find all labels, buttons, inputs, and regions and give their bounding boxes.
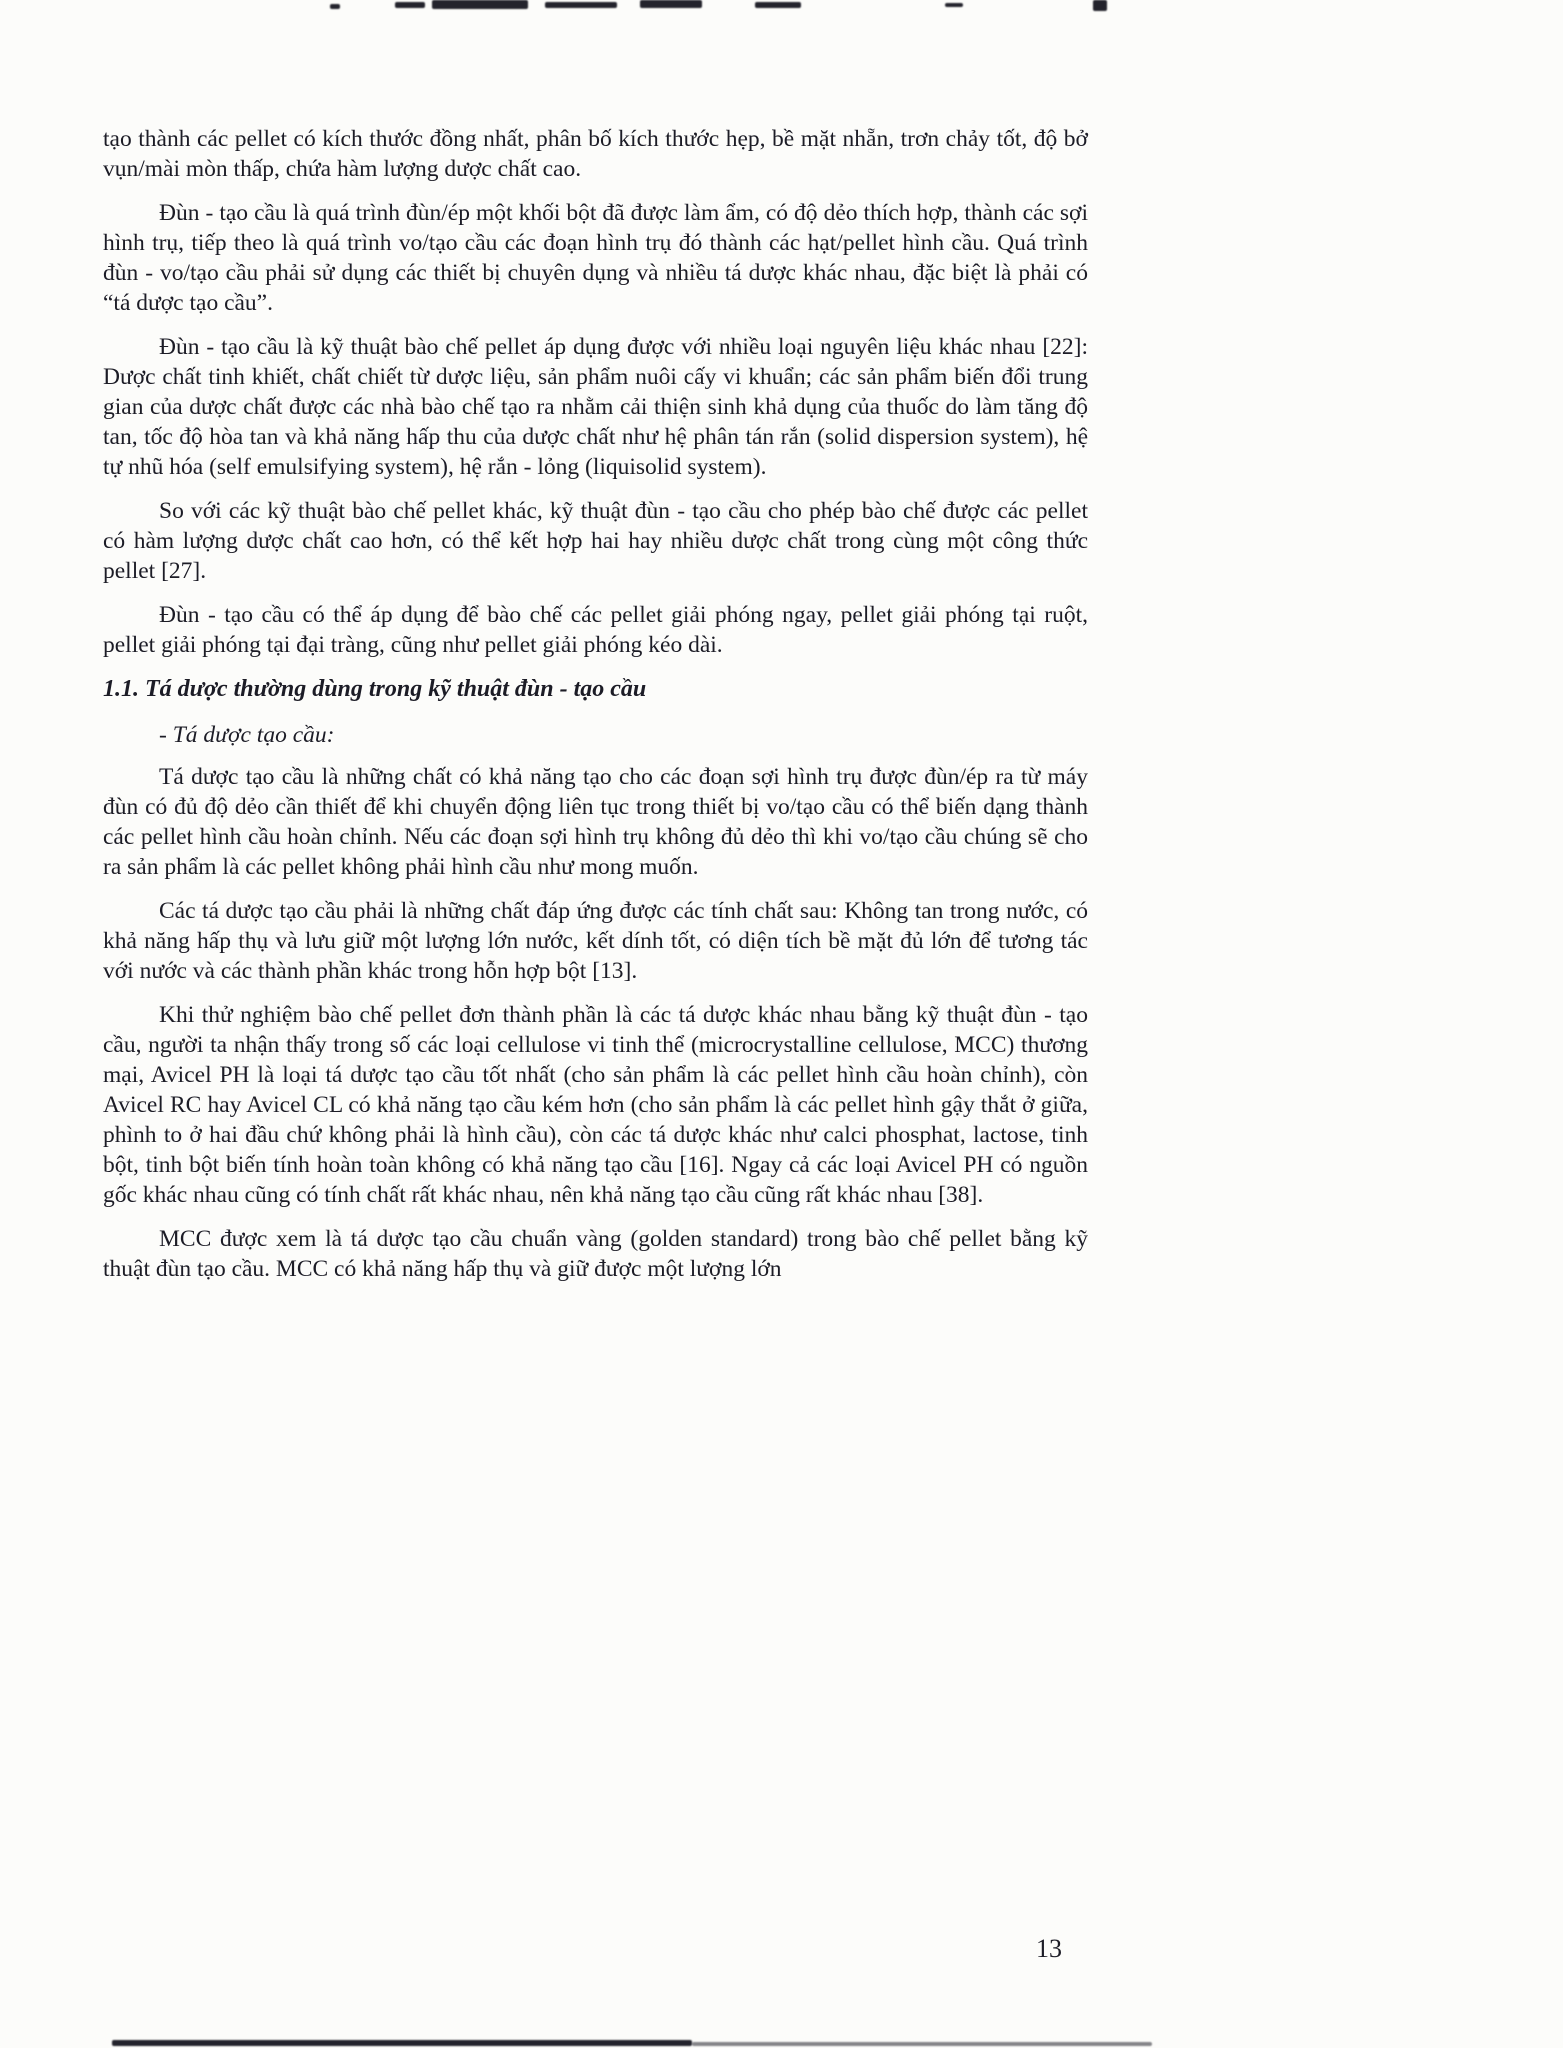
- scan-artifact-top: [755, 2, 801, 8]
- scan-artifact-bottom: [692, 2042, 1152, 2046]
- paragraph-tinh-chat-ta-duoc: Các tá dược tạo cầu phải là những chất đáp ứng được các tính chất sau: Không tan trong nước, có khả năng hấp thụ và lưu giữ một lượng lớn nước, kết dính tốt, có diện tích bề mặt đủ lớn để tương tác với nước và các thành phần khác trong hỗn hợp bột [13].: [103, 898, 1088, 984]
- scan-artifact-top: [945, 3, 963, 7]
- scan-artifact-top: [432, 0, 528, 9]
- section-heading-1-1: 1.1. Tá dược thường dùng trong kỹ thuật đùn - tạo cầu: [103, 676, 647, 702]
- paragraph-mcc-golden-standard: MCC được xem là tá dược tạo cầu chuẩn vàng (golden standard) trong bào chế pellet bằng kỹ thuật đùn tạo cầu. MCC có khả năng hấp thụ và giữ được một lượng lớn: [103, 1226, 1088, 1282]
- scan-artifact-top: [1093, 0, 1107, 11]
- scan-artifact-top: [545, 2, 617, 8]
- paragraph-dun-tao-cau-dinh-nghia: Đùn - tạo cầu là quá trình đùn/ép một khối bột đã được làm ẩm, có độ dẻo thích hợp, thành các sợi hình trụ, tiếp theo là quá trình vo/tạo cầu các đoạn hình trụ đó thành các hạt/pellet hình cầu. Quá trình đùn - vo/tạo cầu phải sử dụng các thiết bị chuyên dụng và nhiều tá dược khác nhau, đặc biệt là phải có “tá dược tạo cầu”.: [103, 200, 1088, 316]
- paragraph-ap-dung: Đùn - tạo cầu có thể áp dụng để bào chế các pellet giải phóng ngay, pellet giải phóng tại ruột, pellet giải phóng tại đại tràng, cũng như pellet giải phóng kéo dài.: [103, 602, 1088, 658]
- paragraph-thu-nghiem-avicel: Khi thử nghiệm bào chế pellet đơn thành phần là các tá dược khác nhau bằng kỹ thuật đùn - tạo cầu, người ta nhận thấy trong số các loại cellulose vi tinh thể (microcrystalline cellulose, MCC) thương mại, Avicel PH là loại tá dược tạo cầu tốt nhất (cho sản phẩm là các pellet hình cầu hoàn chỉnh), còn Avicel RC hay Avicel CL có khả năng tạo cầu kém hơn (cho sản phẩm là các pellet hình gậy thắt ở giữa, phình to ở hai đầu chứ không phải là hình cầu), còn các tá dược khác như calci phosphat, lactose, tinh bột, tinh bột biến tính hoàn toàn không có khả năng tạo cầu [16]. Ngay cả các loại Avicel PH có nguồn gốc khác nhau cũng có tính chất rất khác nhau, nên khả năng tạo cầu cũng rất khác nhau [38].: [103, 1002, 1088, 1208]
- page-body: [103, 124, 1088, 1298]
- paragraph-ta-duoc-tao-cau-dinh-nghia: Tá dược tạo cầu là những chất có khả năng tạo cho các đoạn sợi hình trụ được đùn/ép ra từ máy đùn có đủ độ dẻo cần thiết để khi chuyển động liên tục trong thiết bị vo/tạo cầu có thể biến dạng thành các pellet hình cầu hoàn chỉnh. Nếu các đoạn sợi hình trụ không đủ dẻo thì khi vo/tạo cầu chúng sẽ cho ra sản phẩm là các pellet không phải hình cầu như mong muốn.: [103, 764, 1088, 880]
- list-item-ta-duoc-tao-cau: - Tá dược tạo cầu:: [159, 722, 335, 748]
- paragraph-continuation: tạo thành các pellet có kích thước đồng nhất, phân bố kích thước hẹp, bề mặt nhẵn, trơn chảy tốt, độ bở vụn/mài mòn thấp, chứa hàm lượng dược chất cao.: [103, 126, 1088, 182]
- paragraph-ky-thuat-bao-che: Đùn - tạo cầu là kỹ thuật bào chế pellet áp dụng được với nhiều loại nguyên liệu khác nhau [22]: Dược chất tinh khiết, chất chiết từ dược liệu, sản phẩm nuôi cấy vi khuẩn; các sản phẩm biến đổi trung gian của dược chất được các nhà bào chế tạo ra nhằm cải thiện sinh khả dụng của thuốc do làm tăng độ tan, tốc độ hòa tan và khả năng hấp thu của dược chất như hệ phân tán rắn (solid dispersion system), hệ tự nhũ hóa (self emulsifying system), hệ rắn - lỏng (liquisolid system).: [103, 334, 1088, 480]
- scan-artifact-top: [330, 4, 340, 9]
- scan-artifact-top: [640, 0, 702, 8]
- scan-artifact-bottom: [112, 2040, 692, 2046]
- scan-artifact-top: [395, 2, 425, 8]
- paragraph-so-sanh-ky-thuat: So với các kỹ thuật bào chế pellet khác, kỹ thuật đùn - tạo cầu cho phép bào chế được các pellet có hàm lượng dược chất cao hơn, có thể kết hợp hai hay nhiều dược chất trong cùng một công thức pellet [27].: [103, 498, 1088, 584]
- page-number: 13: [1036, 1934, 1062, 1963]
